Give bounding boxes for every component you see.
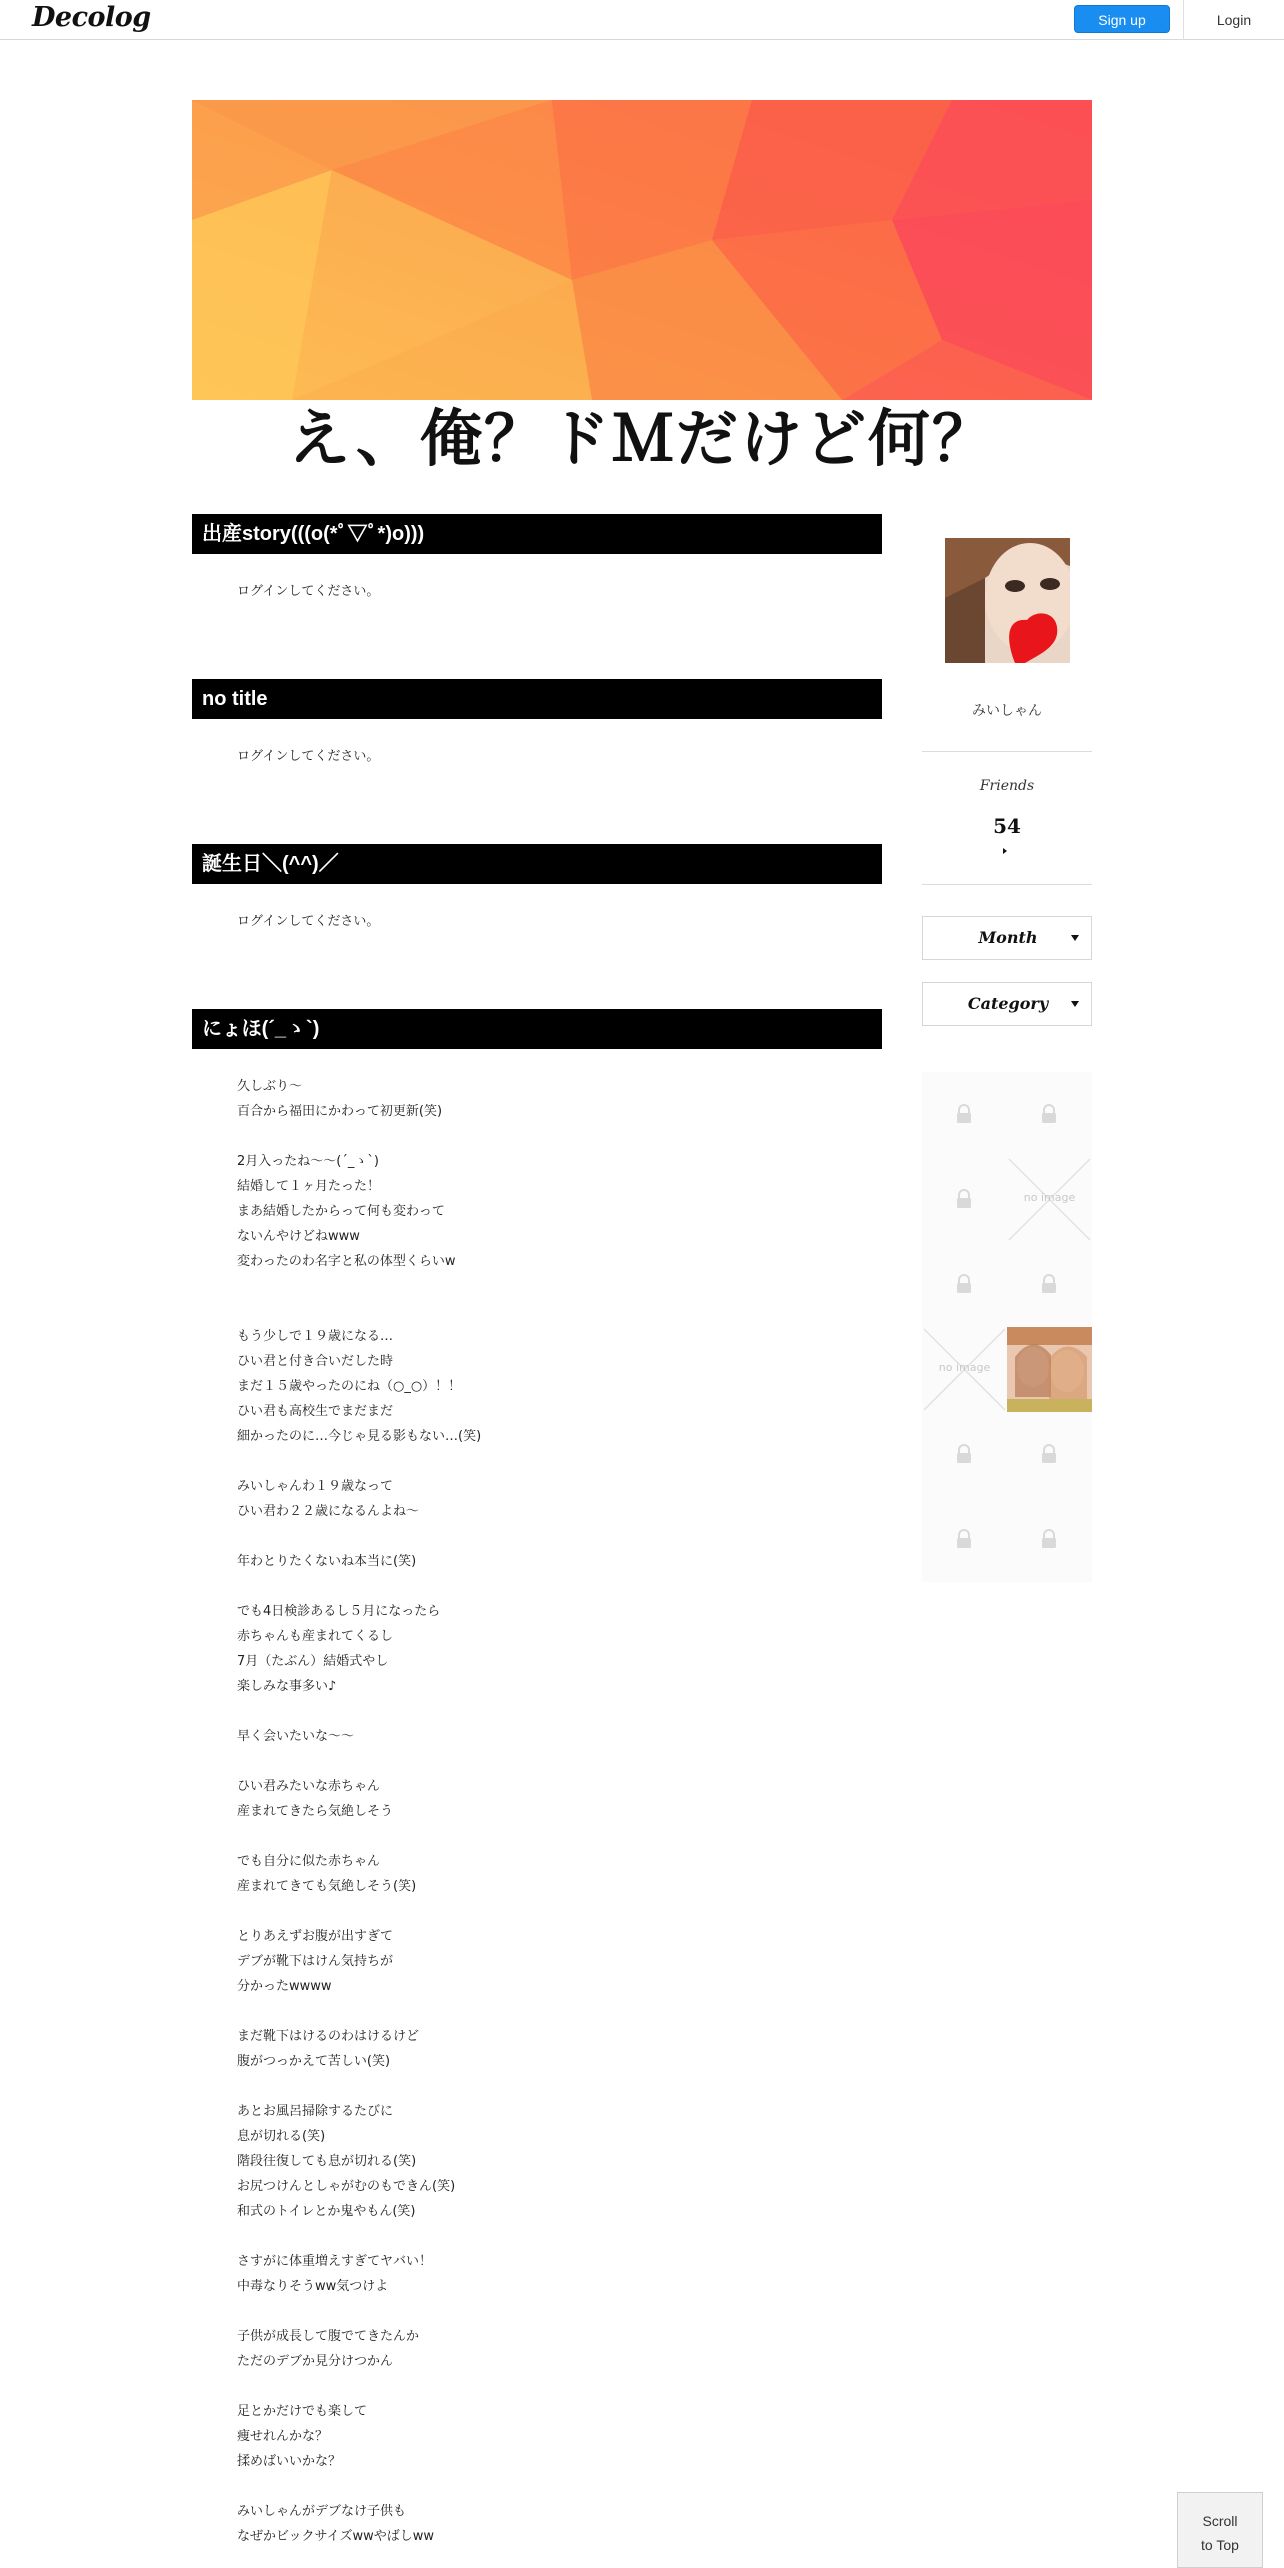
locked-thumbnail[interactable]	[922, 1072, 1007, 1157]
locked-thumbnail[interactable]	[922, 1242, 1007, 1327]
login-required-text: ログインしてください。	[237, 749, 380, 764]
entry-line: とりあえずお腹が出すぎて	[237, 1929, 394, 1944]
lock-icon	[1040, 1104, 1058, 1124]
month-dropdown[interactable]	[922, 916, 1092, 960]
divider	[922, 751, 1092, 752]
entry-line: ひい君みたいな赤ちゃん	[237, 1779, 381, 1794]
scroll-to-top-button[interactable]	[1177, 2492, 1263, 2568]
month-dropdown-label: Month	[978, 928, 1038, 947]
category-dropdown[interactable]	[922, 982, 1092, 1026]
entry-line: みいしゃんがデブなけ子供も	[237, 2504, 407, 2519]
entry-body	[192, 719, 882, 769]
no-image-thumbnail[interactable]	[1007, 1157, 1092, 1242]
login-required-text: ログインしてください。	[237, 584, 380, 599]
entry-line	[237, 2299, 882, 2324]
entry-line	[237, 2224, 882, 2249]
entry-line: 変わったのわ名字と私の体型くらいw	[237, 1254, 456, 1269]
entry-line: さすがに体重増えすぎてヤバい！	[237, 2254, 433, 2269]
photo-thumbnail-image	[1007, 1327, 1092, 1412]
entry-line: 痩せれんかな？	[237, 2429, 329, 2444]
entry-line: 息が切れる(笑)	[237, 2129, 326, 2144]
entry-line	[237, 1749, 882, 1774]
entry-title[interactable]: にょほ(´_ゝ`)	[192, 1009, 882, 1049]
entry-line: まあ結婚したからって何も変わって	[237, 1204, 445, 1219]
entry-line: 早く会いたいな〜〜	[237, 1729, 355, 1744]
blog-banner	[192, 100, 1092, 400]
no-image-text: no image	[1023, 1191, 1076, 1204]
entry-line: 久しぶり〜	[237, 1079, 303, 1094]
lock-icon	[955, 1529, 973, 1549]
banner-polygon-art	[192, 100, 1092, 400]
entry-line: デブが靴下はけん気持ちが	[237, 1954, 394, 1969]
entry-line: みいしゃんわ１９歳なって	[237, 1479, 394, 1494]
entry-line	[237, 1124, 882, 1149]
entry-line: ただのデブか見分けつかん	[237, 2354, 394, 2369]
friends-label: Friends	[979, 778, 1035, 794]
locked-thumbnail[interactable]	[1007, 1497, 1092, 1582]
photo-thumbnail[interactable]	[1007, 1327, 1092, 1412]
entry-line: ひい君わ２２歳になるんよね〜	[237, 1504, 420, 1519]
friends-arrow-icon[interactable]	[1003, 848, 1007, 854]
entry-body	[192, 554, 882, 604]
login-link[interactable]: Login	[1216, 12, 1252, 28]
entry-line	[237, 1699, 882, 1724]
entry-line	[237, 1824, 882, 1849]
entry-line: あとお風呂掃除するたびに	[237, 2104, 394, 2119]
divider	[922, 884, 1092, 885]
entry-line: なぜかビックサイズwwやばしww	[237, 2529, 434, 2544]
entry	[192, 514, 882, 679]
entry-thumbnail-grid	[922, 1072, 1092, 1582]
blog-title: え、俺？ドＭだけど何？	[288, 405, 996, 474]
top-header	[0, 0, 1284, 40]
entry-line	[237, 2474, 882, 2499]
entry-line: 百合から福田にかわって初更新(笑)	[237, 1104, 443, 1119]
entry-line	[237, 1274, 882, 1299]
entry-line	[237, 1299, 882, 1324]
entry-line	[237, 2074, 882, 2099]
entry	[192, 679, 882, 844]
category-dropdown-label: Category	[967, 994, 1049, 1013]
entry-body	[192, 1049, 882, 2549]
entry	[192, 844, 882, 1009]
login-required-text: ログインしてください。	[237, 914, 380, 929]
entry-line: 楽しみな事多い♪	[237, 1679, 337, 1694]
entry-line: 細かったのに…今じゃ見る影もない…(笑)	[237, 1429, 482, 1444]
entry-body	[192, 884, 882, 934]
friends-count[interactable]: 54	[993, 814, 1021, 838]
locked-thumbnail[interactable]	[922, 1157, 1007, 1242]
entry-line: 7月（たぶん）結婚式やし	[237, 1654, 389, 1669]
entry-title[interactable]: 誕生日＼(^^)／	[192, 844, 882, 884]
entry-list	[192, 514, 882, 2549]
entry-line: 産まれてきたら気絶しそう	[237, 1804, 394, 1819]
entry-line: まだ１５歳やったのにね（○_○）！！	[237, 1379, 462, 1394]
entry-line	[237, 1574, 882, 1599]
lock-icon	[955, 1189, 973, 1209]
entry-line	[237, 1449, 882, 1474]
entry-line: 腹がつっかえて苦しい(笑)	[237, 2054, 391, 2069]
lock-icon	[955, 1274, 973, 1294]
entry-line: まだ靴下はけるのわはけるけど	[237, 2029, 420, 2044]
entry-line: 足とかだけでも楽して	[237, 2404, 368, 2419]
profile-name[interactable]: みいしゃん	[972, 703, 1042, 719]
signup-button[interactable]: Sign up	[1074, 5, 1170, 33]
entry-line: 中毒なりそうww気つけよ	[237, 2279, 389, 2294]
entry-line: 産まれてきても気絶しそう(笑)	[237, 1879, 417, 1894]
no-image-text: no image	[938, 1361, 991, 1374]
entry-line: 結婚して１ヶ月たった！	[237, 1179, 381, 1194]
lock-icon	[1040, 1444, 1058, 1464]
entry-line	[237, 1524, 882, 1549]
entry-title[interactable]: 出産story(((o(*ﾟ▽ﾟ*)o)))	[192, 514, 882, 554]
entry-line	[237, 1899, 882, 1924]
entry-line: 揉めばいいかな？	[237, 2454, 342, 2469]
site-logo[interactable]: Decolog	[32, 2, 151, 33]
entry-line: 和式のトイレとか鬼やもん(笑)	[237, 2204, 416, 2219]
entry-line: ないんやけどねwww	[237, 1229, 360, 1244]
no-image-thumbnail[interactable]	[922, 1327, 1007, 1412]
lock-icon	[955, 1104, 973, 1124]
entry-line: でも自分に似た赤ちゃん	[237, 1854, 381, 1869]
scroll-top-line2: to Top	[1201, 2537, 1239, 2553]
avatar[interactable]	[945, 538, 1070, 663]
entry-line: 赤ちゃんも産まれてくるし	[237, 1629, 394, 1644]
avatar-image	[945, 538, 1070, 663]
entry-line: 2月入ったね〜〜(´_ゝ`)	[237, 1154, 379, 1169]
entry-line: 年わとりたくないね本当に(笑)	[237, 1554, 417, 1569]
entry-line: お尻つけんとしゃがむのもできん(笑)	[237, 2179, 456, 2194]
locked-thumbnail[interactable]	[1007, 1412, 1092, 1497]
locked-thumbnail[interactable]	[922, 1497, 1007, 1582]
entry-line: 階段往復しても息が切れる(笑)	[237, 2154, 417, 2169]
scroll-top-line1: Scroll	[1202, 2513, 1238, 2529]
lock-icon	[955, 1444, 973, 1464]
entry-line: ひい君と付き合いだした時	[237, 1354, 394, 1369]
entry-line	[237, 2374, 882, 2399]
entry-line: でも4日検診あるし５月になったら	[237, 1604, 441, 1619]
entry-line: 子供が成長して腹でてきたんか	[237, 2329, 420, 2344]
entry-title[interactable]: no title	[192, 679, 882, 719]
locked-thumbnail[interactable]	[922, 1412, 1007, 1497]
lock-icon	[1040, 1529, 1058, 1549]
chevron-down-icon	[1071, 1001, 1079, 1007]
locked-thumbnail[interactable]	[1007, 1072, 1092, 1157]
lock-icon	[1040, 1274, 1058, 1294]
entry-line	[237, 1999, 882, 2024]
chevron-down-icon	[1071, 935, 1079, 941]
entry-line: 分かったwwww	[237, 1979, 332, 1994]
entry	[192, 1009, 882, 2549]
locked-thumbnail[interactable]	[1007, 1242, 1092, 1327]
entry-line: もう少しで１９歳になる…	[237, 1329, 394, 1344]
entry-line: ひい君も高校生でまだまだ	[237, 1404, 394, 1419]
